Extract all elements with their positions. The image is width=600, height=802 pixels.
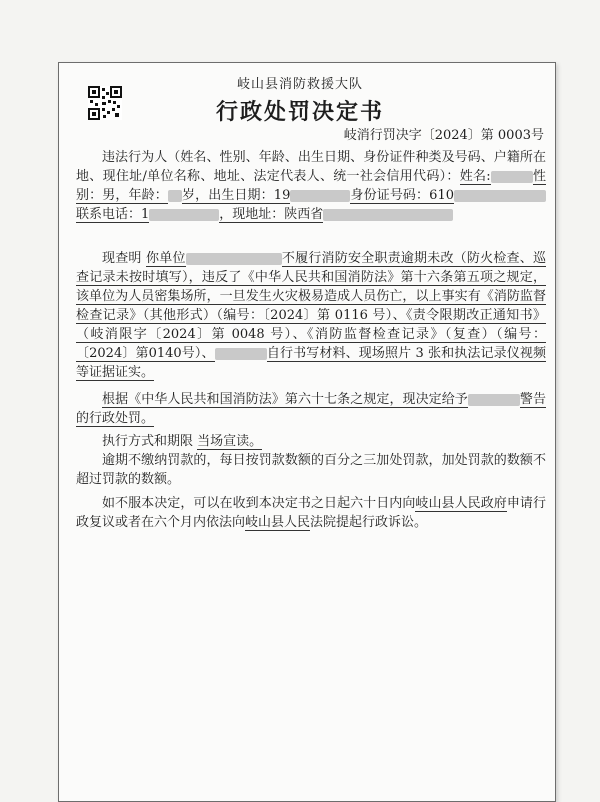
redacted-block	[454, 190, 546, 202]
appeal-text-2: 申请行政复议或者在六个月内依法向	[76, 496, 546, 530]
offender-lead: 违法行为人（姓名、性别、年龄、出生日期、身份证件种类及号码、户籍所在地、现住址/单位名称、地址、法定代表人、统一社会信用代码）：	[76, 150, 546, 184]
facts-lead: 现查明	[102, 251, 142, 266]
issuing-organization: 岐山县消防救援大队	[236, 77, 363, 92]
offender-name-label: 姓名:	[459, 169, 491, 184]
appeal-paragraph	[76, 494, 546, 532]
basis-text: 根据《中华人民共和国消防法》第六十七条之规定，现决定给予	[102, 392, 468, 407]
execution-paragraph	[76, 432, 546, 451]
overdue-paragraph: 逾期不缴纳罚款的，每日按罚款数额的百分之三加处罚款，加处罚款的数额不超过罚款的数额。	[76, 453, 546, 487]
execution-value: 当场宣读。	[197, 434, 263, 449]
appeal-government: 岐山县人民政府	[415, 496, 507, 511]
offender-birth: 岁，出生日期：19	[181, 188, 291, 203]
redacted-block	[323, 209, 453, 221]
basis-penalty: 警告的行政处罚。	[76, 392, 546, 426]
offender-id-label: 身份证号码：610	[350, 188, 454, 203]
appeal-text-3: 法院提起行政诉讼。	[310, 515, 428, 530]
document-title: 行政处罚决定书	[215, 99, 384, 125]
redacted-block	[149, 209, 219, 221]
facts-unit: 你单位	[146, 251, 186, 266]
execution-label: 执行方式和期限	[102, 434, 194, 449]
facts-paragraph	[76, 249, 546, 382]
document-number: 岐消行罚决字〔2024〕第 0003号	[343, 128, 544, 143]
offender-phone-label: 联系电话：1	[76, 207, 150, 222]
offender-address-label: ，现地址：	[219, 207, 285, 222]
appeal-text-1: 如不服本决定，可以在收到本决定书之日起六十日内向	[102, 496, 416, 511]
redacted-block	[491, 171, 533, 183]
facts-body: 不履行消防安全职责逾期未改（防火检查、巡查记录未按时填写），违反了《中华人民共和国消防法》第十六条第五项之规定，该单位为人员密集场所，一旦发生火灾极易造成人员伤亡，以上事实有《消防监督检查记录》（其他形式）（编号：〔2024〕第 0116 号）、《责令限期改正通知书》（岐消限字〔2024〕第 0048 号）、《消防监督检查记录》（复查）（编号：〔2024〕第0140号）、	[76, 251, 546, 361]
offender-province: 陕西省	[284, 207, 324, 222]
offender-paragraph	[76, 148, 546, 224]
redacted-block	[290, 190, 350, 202]
redacted-block	[468, 394, 520, 406]
facts-evidence: 自行书写材料、现场照片 3 张和执法记录仪视频等证据证实。	[76, 346, 546, 380]
appeal-court: 岐山县人民	[245, 515, 311, 530]
basis-paragraph	[76, 390, 546, 428]
offender-gender: 性别：男，年龄：	[76, 169, 546, 203]
redacted-block	[168, 190, 182, 202]
redacted-block	[186, 253, 282, 265]
redacted-block	[215, 348, 267, 360]
